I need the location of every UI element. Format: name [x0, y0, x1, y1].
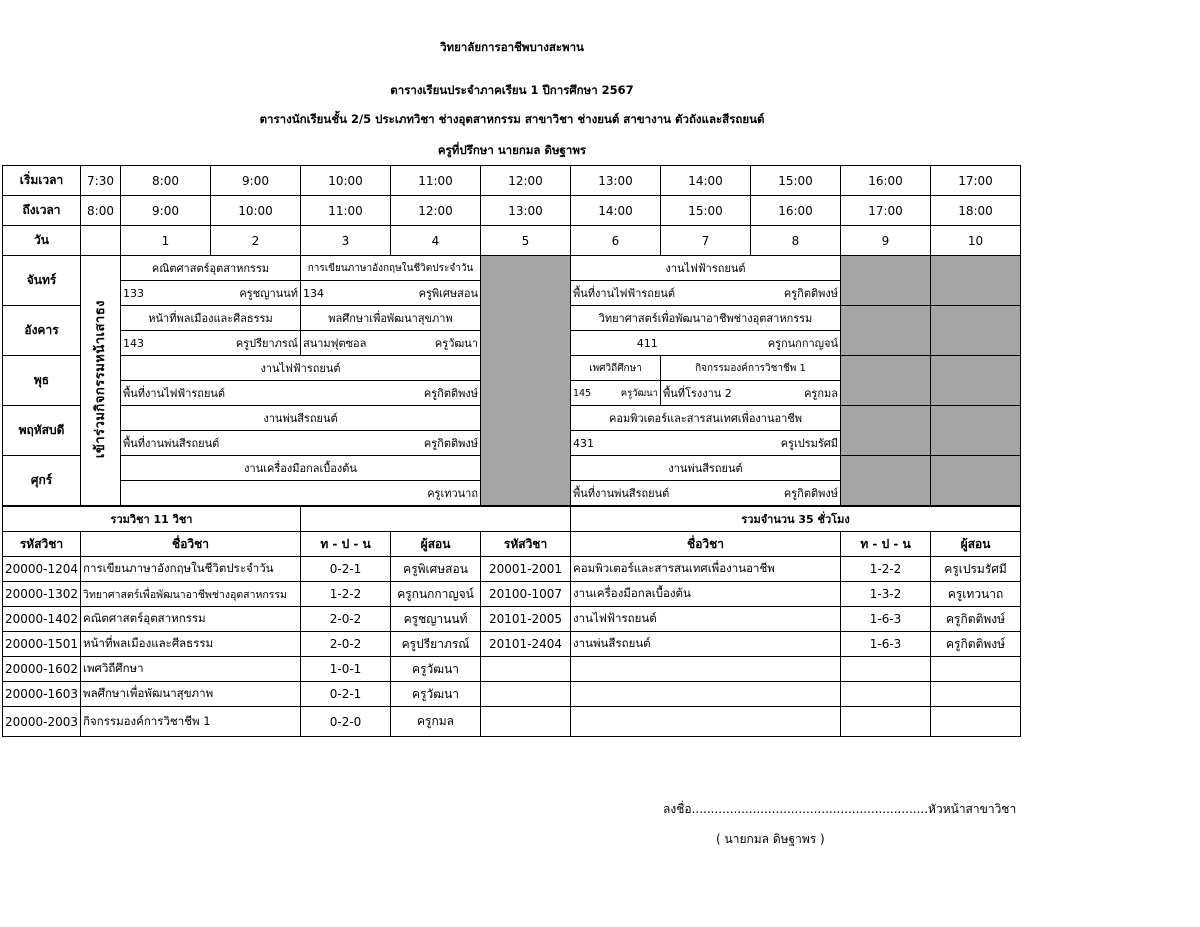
- teacher: ครูกิตติพงษ์: [423, 387, 478, 400]
- table-row: [3, 582, 1021, 607]
- day-label: วัน: [3, 226, 81, 256]
- subject-tpn: 1-6-3: [841, 632, 931, 657]
- start-time: 17:00: [931, 166, 1021, 196]
- subject-name: คณิตศาสตร์อุตสาหกรรม: [81, 607, 301, 632]
- subject-code: 20101-2005: [481, 607, 571, 632]
- advisor-title: ครูที่ปรึกษา นายกมล ดิษฐาพร: [437, 143, 587, 157]
- subject-tpn: 0-2-0: [301, 707, 391, 737]
- subject-code: 20000-1302: [3, 582, 81, 607]
- start-time: 14:00: [661, 166, 751, 196]
- day-monday: จันทร์: [3, 256, 81, 306]
- room: 133: [123, 286, 144, 300]
- room: 143: [123, 336, 144, 350]
- lunch-break: [481, 256, 571, 506]
- subject-tpn: 1-2-2: [301, 582, 391, 607]
- blank-cell: [571, 682, 841, 707]
- teacher: ครูกมล: [804, 387, 838, 400]
- start-time: 8:00: [121, 166, 211, 196]
- subject-name: พลศึกษาเพื่อพัฒนาสุขภาพ: [81, 682, 301, 707]
- subject-code: 20100-1007: [481, 582, 571, 607]
- subject-teacher: ครูกนกกาญจน์: [391, 582, 481, 607]
- room: พื้นที่งานไฟฟ้ารถยนต์: [573, 287, 676, 300]
- start-time: 12:00: [481, 166, 571, 196]
- teacher: ครูวัฒนา: [620, 387, 658, 399]
- end-time: 9:00: [121, 196, 211, 226]
- room: 134: [303, 286, 324, 300]
- blank-cell: [841, 682, 931, 707]
- total-hours: รวมจำนวน 35 ชั่วโมง: [571, 507, 1021, 532]
- blank-cell: [931, 682, 1021, 707]
- table-row: [3, 682, 1021, 707]
- period-number: 4: [391, 226, 481, 256]
- subject-teacher: ครูพิเศษสอน: [391, 557, 481, 582]
- subject-teacher: ครูวัฒนา: [391, 657, 481, 682]
- room: พื้นที่งานไฟฟ้ารถยนต์: [123, 387, 226, 400]
- table-row: [3, 632, 1021, 657]
- subject-code: 20101-2404: [481, 632, 571, 657]
- period-number: 10: [931, 226, 1021, 256]
- header-name: ชื่อวิชา: [571, 532, 841, 557]
- fri-subject-2: งานพ่นสีรถยนต์: [571, 456, 841, 481]
- subject-name: การเขียนภาษาอังกฤษในชีวิตประจำวัน: [81, 557, 301, 582]
- start-time: 11:00: [391, 166, 481, 196]
- period-number: 1: [121, 226, 211, 256]
- start-time: 16:00: [841, 166, 931, 196]
- blank-cell: [931, 657, 1021, 682]
- subject-code: 20000-1603: [3, 682, 81, 707]
- start-time: 9:00: [211, 166, 301, 196]
- blank-cell: [571, 707, 841, 737]
- row-periods: [3, 226, 1021, 256]
- subject-teacher: ครูเทวนาถ: [931, 582, 1021, 607]
- blank-cell: [481, 682, 571, 707]
- blank-cell: [81, 226, 121, 256]
- teacher: ครูพิเศษสอน: [418, 287, 478, 300]
- subject-teacher: ครูเปรมรัศมี: [931, 557, 1021, 582]
- teacher: ครูกิตติพงษ์: [783, 487, 838, 500]
- blank-cell: [841, 707, 931, 737]
- end-time: 8:00: [81, 196, 121, 226]
- subject-tpn: 1-6-3: [841, 607, 931, 632]
- subject-tpn: 1-2-2: [841, 557, 931, 582]
- header-teacher: ผู้สอน: [391, 532, 481, 557]
- empty-slot: [841, 256, 931, 306]
- subject-code: 20001-2001: [481, 557, 571, 582]
- subject-name: คอมพิวเตอร์และสารสนเทศเพื่องานอาชีพ: [571, 557, 841, 582]
- day-wednesday: พุธ: [3, 356, 81, 406]
- end-time: 14:00: [571, 196, 661, 226]
- teacher: ครูชญานนท์: [239, 287, 298, 300]
- end-time: 16:00: [751, 196, 841, 226]
- period-number: 3: [301, 226, 391, 256]
- subject-name: กิจกรรมองค์การวิชาชีพ 1: [81, 707, 301, 737]
- timetable: [2, 165, 1021, 506]
- teacher: ครูเทวนาถ: [427, 487, 478, 500]
- room: 431: [573, 436, 594, 450]
- period-number: 7: [661, 226, 751, 256]
- start-label: เริ่มเวลา: [3, 166, 81, 196]
- subject-teacher: ครูกิตติพงษ์: [931, 632, 1021, 657]
- term-title: ตารางเรียนประจำภาคเรียน 1 ปีการศึกษา 2567: [390, 83, 634, 97]
- start-time: 15:00: [751, 166, 841, 196]
- subject-teacher: ครูกมล: [391, 707, 481, 737]
- tue-subject-3: วิทยาศาสตร์เพื่อพัฒนาอาชีพช่างอุตสาหกรรม: [571, 306, 841, 331]
- blank-cell: [481, 657, 571, 682]
- day-tuesday: อังคาร: [3, 306, 81, 356]
- end-time: 17:00: [841, 196, 931, 226]
- empty-slot: [931, 306, 1021, 356]
- subject-code: 20000-1602: [3, 657, 81, 682]
- empty-slot: [931, 256, 1021, 306]
- period-number: 5: [481, 226, 571, 256]
- tue-subject-1: หน้าที่พลเมืองและศีลธรรม: [121, 306, 301, 331]
- room: พื้นที่งานพ่นสีรถยนต์: [123, 437, 220, 450]
- table-row: [3, 607, 1021, 632]
- teacher: ครูกิตติพงษ์: [783, 287, 838, 300]
- subject-tpn: 2-0-2: [301, 632, 391, 657]
- subject-teacher: ครูวัฒนา: [391, 682, 481, 707]
- empty-slot: [931, 456, 1021, 506]
- end-time: 15:00: [661, 196, 751, 226]
- subject-tpn: 2-0-2: [301, 607, 391, 632]
- blank-cell: [931, 707, 1021, 737]
- teacher: ครูกิตติพงษ์: [423, 437, 478, 450]
- teacher: ครูปรียาภรณ์: [235, 337, 298, 350]
- teacher: ครูเปรมรัศมี: [780, 437, 838, 450]
- period-number: 2: [211, 226, 301, 256]
- blank-cell: [301, 507, 571, 532]
- empty-slot: [931, 356, 1021, 406]
- thu-subject-2: คอมพิวเตอร์และสารสนเทศเพื่องานอาชีพ: [571, 406, 841, 431]
- subject-teacher: ครูกิตติพงษ์: [931, 607, 1021, 632]
- header-tpn: ท - ป - น: [841, 532, 931, 557]
- signature-line: ลงชื่อ..............................................................หัวหน้าสาขาวิชา: [663, 802, 1017, 816]
- room: พื้นที่โรงงาน 2: [663, 387, 732, 400]
- subject-name: งานพ่นสีรถยนต์: [571, 632, 841, 657]
- empty-slot: [841, 306, 931, 356]
- thu-subject-1: งานพ่นสีรถยนต์: [121, 406, 481, 431]
- header-code: รหัสวิชา: [481, 532, 571, 557]
- empty-slot: [841, 406, 931, 456]
- header-teacher: ผู้สอน: [931, 532, 1021, 557]
- start-time: 13:00: [571, 166, 661, 196]
- row-end-times: [3, 196, 1021, 226]
- period-number: 9: [841, 226, 931, 256]
- subject-name: หน้าที่พลเมืองและศีลธรรม: [81, 632, 301, 657]
- header-code: รหัสวิชา: [3, 532, 81, 557]
- empty-slot: [841, 356, 931, 406]
- homeroom-label: เข้าร่วมกิจกรรมหน้าเสาธง: [93, 299, 108, 459]
- day-friday: ศุกร์: [3, 456, 81, 506]
- subject-tpn: 1-0-1: [301, 657, 391, 682]
- end-time: 13:00: [481, 196, 571, 226]
- header-name: ชื่อวิชา: [81, 532, 301, 557]
- row-start-times: [3, 166, 1021, 196]
- end-time: 12:00: [391, 196, 481, 226]
- subject-teacher: ครูปรียาภรณ์: [391, 632, 481, 657]
- fri-subject-1: งานเครื่องมือกลเบื้องต้น: [121, 456, 481, 481]
- blank-cell: [481, 707, 571, 737]
- period-number: 8: [751, 226, 841, 256]
- wed-subject-1: งานไฟฟ้ารถยนต์: [121, 356, 481, 381]
- empty-slot: [931, 406, 1021, 456]
- subject-tpn: 1-3-2: [841, 582, 931, 607]
- mon-subject-1: คณิตศาสตร์อุตสาหกรรม: [121, 256, 301, 281]
- subject-name: เพศวิถีศึกษา: [81, 657, 301, 682]
- mon-subject-2: การเขียนภาษาอังกฤษในชีวิตประจำวัน: [301, 256, 481, 281]
- wed-subject-3: กิจกรรมองค์การวิชาชีพ 1: [661, 356, 841, 381]
- empty-slot: [841, 456, 931, 506]
- subject-code: 20000-1402: [3, 607, 81, 632]
- end-time: 11:00: [301, 196, 391, 226]
- end-label: ถึงเวลา: [3, 196, 81, 226]
- end-time: 10:00: [211, 196, 301, 226]
- mon-subject-3: งานไฟฟ้ารถยนต์: [571, 256, 841, 281]
- end-time: 18:00: [931, 196, 1021, 226]
- subject-code: 20000-2003: [3, 707, 81, 737]
- room: พื้นที่งานพ่นสีรถยนต์: [573, 487, 670, 500]
- signature-name: ( นายกมล ดิษฐาพร ): [716, 832, 825, 846]
- table-row: [3, 657, 1021, 682]
- blank-cell: [571, 657, 841, 682]
- homeroom-cell: [81, 256, 121, 506]
- table-row: [3, 707, 1021, 737]
- subject-code: 20000-1204: [3, 557, 81, 582]
- subject-name: วิทยาศาสตร์เพื่อพัฒนาอาชีพช่างอุตสาหกรรม: [81, 582, 301, 607]
- day-thursday: พฤหัสบดี: [3, 406, 81, 456]
- subject-tpn: 0-2-1: [301, 682, 391, 707]
- college-title: วิทยาลัยการอาชีพบางสะพาน: [440, 40, 584, 54]
- wed-subject-2: เพศวิถีศึกษา: [571, 356, 661, 381]
- total-subjects: รวมวิชา 11 วิชา: [3, 507, 301, 532]
- blank-cell: [841, 657, 931, 682]
- teacher: ครูวัฒนา: [434, 337, 478, 350]
- subject-name: งานไฟฟ้ารถยนต์: [571, 607, 841, 632]
- table-row: [3, 557, 1021, 582]
- start-time: 10:00: [301, 166, 391, 196]
- subject-name: งานเครื่องมือกลเบื้องต้น: [571, 582, 841, 607]
- header-tpn: ท - ป - น: [301, 532, 391, 557]
- room: สนามฟุตซอล: [303, 337, 367, 350]
- subject-summary: [2, 506, 1021, 737]
- subject-tpn: 0-2-1: [301, 557, 391, 582]
- room: 145: [573, 387, 592, 399]
- subject-teacher: ครูชญานนท์: [391, 607, 481, 632]
- subject-code: 20000-1501: [3, 632, 81, 657]
- start-time: 7:30: [81, 166, 121, 196]
- class-title: ตารางนักเรียนชั้น 2/5 ประเภทวิชา ช่างอุตสาหกรรม สาขาวิชา ช่างยนต์ สาขางาน ตัวถังและสีรถยนต์: [259, 112, 765, 126]
- room: 411: [636, 336, 658, 350]
- period-number: 6: [571, 226, 661, 256]
- teacher: ครูกนกกาญจน์: [767, 337, 838, 350]
- tue-subject-2: พลศึกษาเพื่อพัฒนาสุขภาพ: [301, 306, 481, 331]
